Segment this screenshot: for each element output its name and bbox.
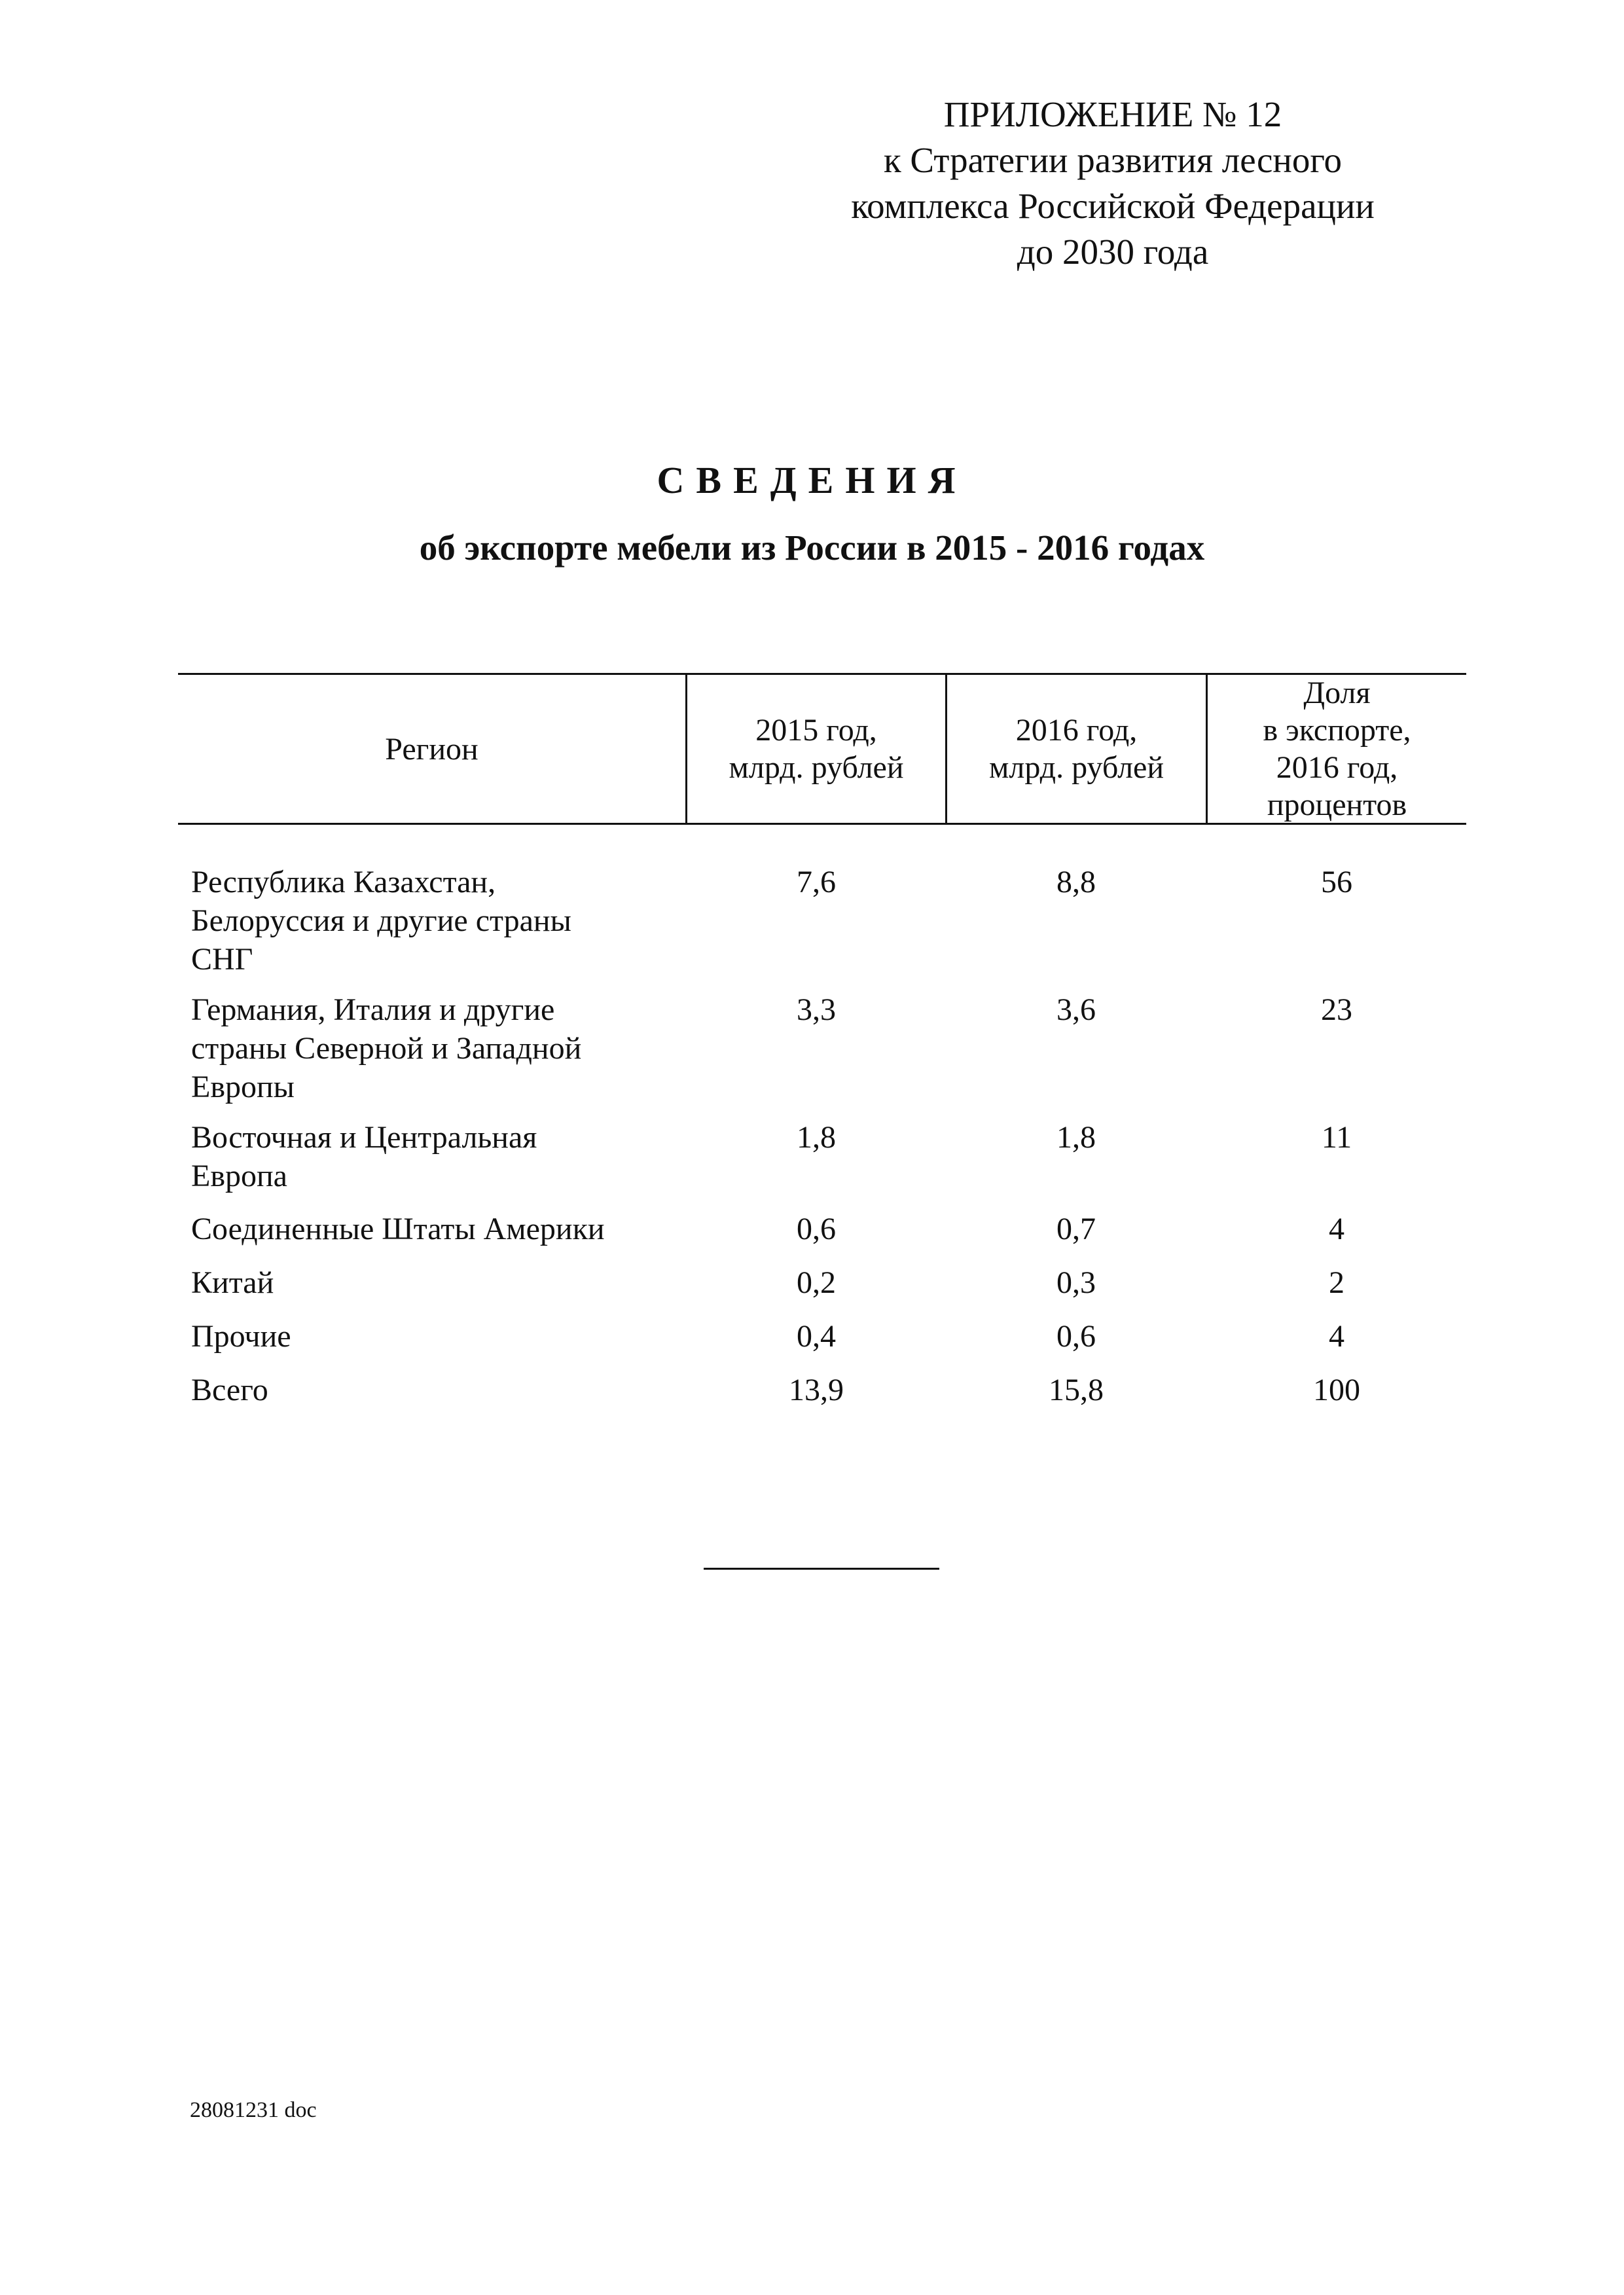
cell-share: 100: [1313, 1373, 1360, 1407]
cell-region: Китай: [191, 1265, 274, 1300]
table-row: [178, 1118, 1466, 1210]
table-row: [178, 1317, 1466, 1371]
header-region: Регион: [385, 731, 478, 767]
cell-2016: 0,7: [1056, 1212, 1096, 1246]
header-2016: 2016 год, млрд. рублей: [945, 675, 1206, 823]
appendix-ref-line-2: комплекса Российской Федерации: [851, 186, 1375, 226]
cell-region: Восточная и Центральная Европа: [191, 1120, 537, 1193]
cell-2015: 7,6: [797, 865, 836, 899]
cell-2016: 1,8: [1056, 1120, 1096, 1155]
cell-share: 11: [1321, 1120, 1352, 1155]
header-share: Доля в экспорте, 2016 год, процентов: [1206, 675, 1466, 823]
cell-2015: 13,9: [789, 1373, 844, 1407]
cell-share: 23: [1321, 992, 1352, 1027]
table-row: [178, 1263, 1466, 1317]
cell-share: 4: [1329, 1212, 1344, 1246]
cell-region: Германия, Италия и другие страны Северной и Западной Европы: [191, 992, 582, 1104]
appendix-number: ПРИЛОЖЕНИЕ № 12: [943, 94, 1282, 134]
document-code: 28081231 doc: [190, 2098, 317, 2122]
header-2015: 2015 год, млрд. рублей: [685, 675, 945, 823]
cell-share: 2: [1329, 1265, 1344, 1300]
cell-share: 4: [1329, 1319, 1344, 1354]
table-row: [178, 990, 1466, 1118]
table-row-total: [178, 1371, 1466, 1424]
table-row: [178, 1210, 1466, 1263]
cell-2016: 8,8: [1056, 865, 1096, 899]
cell-2015: 0,6: [797, 1212, 836, 1246]
cell-2016: 0,6: [1056, 1319, 1096, 1354]
cell-2015: 0,4: [797, 1319, 836, 1354]
table-header: [178, 673, 1466, 825]
appendix-ref-line-3: до 2030 года: [1017, 232, 1209, 272]
cell-2016: 15,8: [1049, 1373, 1104, 1407]
cell-region: Всего: [191, 1373, 268, 1407]
cell-2015: 3,3: [797, 992, 836, 1027]
cell-2016: 0,3: [1056, 1265, 1096, 1300]
end-divider: [704, 1568, 939, 1570]
cell-2016: 3,6: [1056, 992, 1096, 1027]
table-row: [178, 863, 1466, 990]
document-subtitle: об экспорте мебели из России в 2015 - 2016 годах: [419, 528, 1205, 568]
table-body: [178, 863, 1466, 1424]
cell-2015: 0,2: [797, 1265, 836, 1300]
document-title: СВЕДЕНИЯ: [657, 459, 967, 501]
cell-region: Республика Казахстан, Белоруссия и другие страны СНГ: [191, 865, 571, 977]
cell-share: 56: [1321, 865, 1352, 899]
cell-2015: 1,8: [797, 1120, 836, 1155]
cell-region: Соединенные Штаты Америки: [191, 1212, 605, 1246]
appendix-header: [799, 92, 1427, 275]
appendix-ref-line-1: к Стратегии развития лесного: [883, 140, 1343, 180]
cell-region: Прочие: [191, 1319, 291, 1354]
